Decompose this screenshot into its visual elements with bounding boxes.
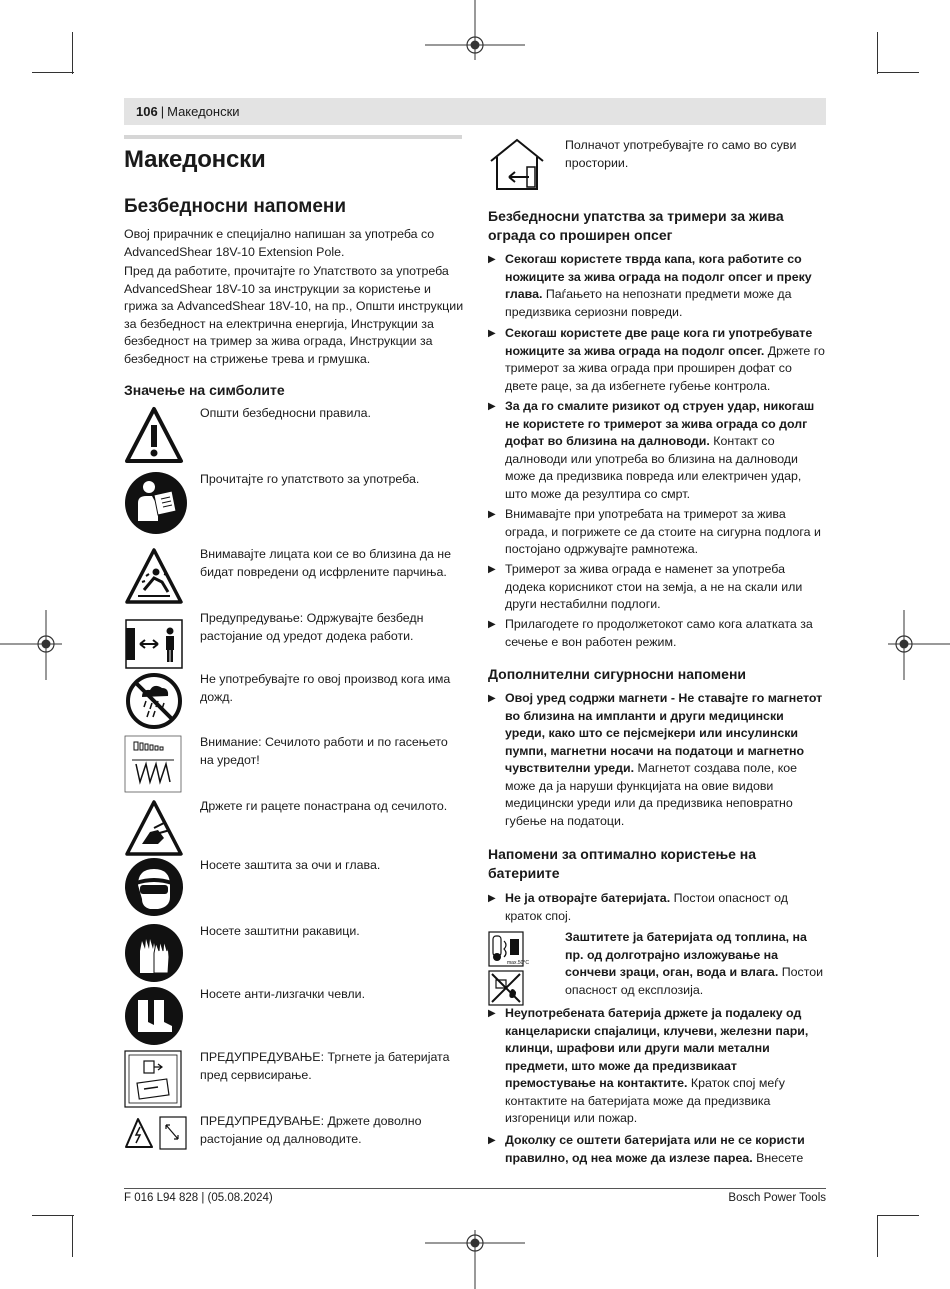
- safety-bullet: ▶ Секогаш користете две раце кога ги употребувате ножиците за жива ограда на подолг опсег. Држете го тримерот за жива ограда при проширен дофат со двете раце, за да избегнете губење контрола.: [488, 325, 826, 395]
- crop-mark: [32, 1215, 74, 1216]
- safety-bullet: ▶ Прилагодете го продолжетокот само кога алатката за сечење е вон работен режим.: [488, 616, 826, 651]
- indoor-use-icon: [487, 137, 547, 193]
- battery-no-fire-water-icon: [488, 970, 524, 1006]
- crop-mark: [877, 72, 919, 73]
- warning-triangle-icon: [124, 405, 184, 465]
- crop-mark: [877, 1215, 919, 1216]
- symbol-text: Држете ги рацете понастрана од сечилото.: [200, 799, 448, 813]
- registration-mark-icon: [425, 1230, 525, 1289]
- remove-battery-icon: [124, 1049, 184, 1109]
- crop-mark: [877, 32, 878, 74]
- no-rain-icon: [124, 671, 184, 731]
- symbol-text: Прочитајте го упатството за употреба.: [200, 472, 420, 486]
- footer-rule: [124, 1188, 826, 1189]
- symbol-text: Внимание: Сечилото работи и по гасењето на уредот!: [200, 735, 448, 767]
- safety-bullet: ▶ Внимавајте при употребата на тримерот за жива ограда, и погрижете се да стоите на сигурна подлога и постојано одржувајте рамнотежа.: [488, 506, 826, 559]
- registration-mark-icon: [888, 610, 950, 680]
- safety-bullet: ▶ За да го смалите ризикот од струен удар, никогаш не користете го тримерот за жива ограда со долг дофат во близина на далноводи. Контакт со далноводи или употреба во близина на далноводи може да предизвика повреда или електричен удар, што може да резултира со смрт.: [488, 398, 826, 503]
- safety-bullet: ▶ Секогаш користете тврда капа, кога работите со ножиците за жива ограда на подолг опсег и преку глава. Паѓањето на непознати предмети може да предизвика сериозни повреди.: [488, 251, 826, 321]
- read-manual-icon: [124, 471, 188, 535]
- registration-mark-icon: [425, 0, 525, 60]
- crop-mark: [72, 1215, 73, 1257]
- symbols-heading: Значење на симболите: [124, 382, 285, 398]
- page-header: 106 | Македонски: [136, 104, 240, 119]
- power-line-distance-icon: [124, 1113, 188, 1153]
- section-heading-safety: Безбедносни напомени: [124, 196, 347, 217]
- page-title: Македонски: [124, 146, 266, 173]
- keep-distance-icon: [124, 614, 184, 674]
- battery-bullet: ▶ Неупотребената батерија држете ја подалеку од канцелариски спајалици, клучеви, железни пари, клинци, шрафови или други мали метални предмети, што може да предизвикаат премостување на контактите. Краток спој меѓу контактите на батеријата може да предизвика изгореници или пожар.: [488, 1005, 826, 1128]
- registration-mark-icon: [0, 610, 62, 680]
- symbol-text: Носете заштита за очи и глава.: [200, 858, 381, 872]
- hand-blade-icon: [124, 798, 184, 858]
- blade-rundown-icon: [124, 734, 184, 794]
- eye-head-protection-icon: [124, 857, 184, 917]
- symbol-text: ПРЕДУПРЕДУВАЊЕ: Тргнете ја батеријата пред сервисирање.: [200, 1050, 450, 1082]
- additional-safety-heading: Дополнителни сигурносни напомени: [488, 666, 747, 682]
- footer-doc-id: F 016 L94 828 | (05.08.2024): [124, 1192, 273, 1204]
- boots-icon: [124, 986, 184, 1046]
- battery-heat-icon: [488, 931, 530, 967]
- page-number: 106: [136, 104, 158, 119]
- symbol-text: Носете заштитни ракавици.: [200, 924, 360, 938]
- extended-reach-heading: Безбедносни упатства за тримери за жива ограда со проширен опсег: [488, 208, 784, 243]
- header-language: Македонски: [167, 104, 240, 119]
- safety-bullet: ▶ Тримерот за жива ограда е наменет за употреба додека корисникот стои на земја, а не на скали или други нестабилни подлоги.: [488, 561, 826, 614]
- symbol-text: ПРЕДУПРЕДУВАЊЕ: Држете доволно растојание од далноводите.: [200, 1114, 422, 1146]
- section-rule: [124, 135, 462, 139]
- battery-bullet: ▶ Не ја отворајте батеријата. Постои опасност од краток спој.: [488, 890, 826, 925]
- intro-paragraph: Пред да работите, прочитајте го Упатството за употреба AdvancedShear 18V-10 за инструкции за користење и грижа за AdvancedShear 18V-10, на пр., Општи инструкции за безбедност на електрична енергија, Инструкции за безбедност на тример за жива ограда, Инструкции за безбедност на стрижење трева и грмушка.: [124, 264, 464, 366]
- intro-paragraph: Овој прирачник е специјално напишан за употреба со AdvancedShear 18V-10 Extension Pole.: [124, 227, 435, 259]
- flying-debris-icon: [124, 546, 184, 606]
- symbol-text: Не употребувајте го овој производ кога има дожд.: [200, 672, 451, 704]
- crop-mark: [72, 32, 73, 74]
- footer-brand: Bosch Power Tools: [728, 1192, 826, 1204]
- symbol-text: Носете анти-лизгачки чевли.: [200, 987, 366, 1001]
- gloves-icon: [124, 923, 184, 983]
- dry-room-note: Полначот употребувајте го само во суви простории.: [565, 138, 797, 170]
- crop-mark: [32, 72, 74, 73]
- battery-heat-warning: Заштитете ја батеријата од топлина, на пр. од долготрајно изложување на сончеви зраци, оган, вода и влага. Постои опасност од експлозија.: [565, 930, 824, 997]
- temp-label: max.50°C: [507, 960, 530, 966]
- safety-bullet: ▶ Овој уред содржи магнети - Не ставајте го магнетот во близина на импланти и други медицински уреди, како што се пејсмејкери или инсулински пумпи, магнетни носачи на податоци и магнетно чувствителни уреди. Магнетот создава поле, кое може да ја наруши функцијата на овие видови медицински уреди или да предизвика неповратно губење на податоци.: [488, 690, 826, 830]
- symbol-text: Внимавајте лицата кои се во близина да не бидат повредени од исфрлените парчиња.: [200, 547, 452, 579]
- battery-heading: Напомени за оптимално користење на батериите: [488, 846, 757, 881]
- symbol-text: Предупредување: Одржувајте безбедн растојание од уредот додека работи.: [200, 611, 424, 643]
- battery-bullet: ▶ Доколку се оштети батеријата или не се користи правилно, од неа може да излезе пареа. Внесете: [488, 1132, 826, 1167]
- crop-mark: [877, 1215, 878, 1257]
- symbol-text: Општи безбедносни правила.: [200, 406, 371, 420]
